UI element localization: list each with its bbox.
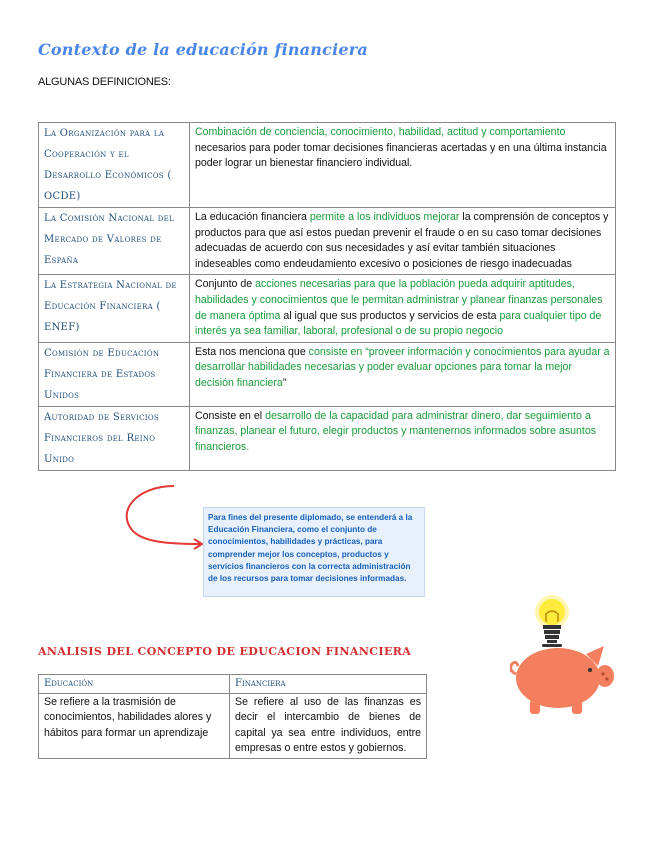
piggy-bank-lightbulb-icon [510,588,620,718]
definition-row [39,123,616,208]
header-financiera: Financiera [230,675,427,694]
plain-text: necesarios para poder tomar decisiones financieras acertadas y en una última instancia poder lograr un bienestar financiero individual. [195,141,607,170]
definition-term: La Organización para la Cooperación y el Desarrollo Económicos ( OCDE) [39,123,190,208]
definition-text [190,275,616,342]
plain-text: la comprensión de conceptos y productos para que así estos puedan prevenir el fraude o en su caso tomar decisiones adecuadas de acuerdo con sus necesidades y así evitar también situaciones indeseables como endeudamiento excesivo o posiciones de riesgo inadecuadas [195,211,609,270]
definitions-heading: ALGUNAS DEFINICIONES: [38,76,171,88]
plain-text: Conjunto de [195,278,256,291]
plain-text: al igual que sus productos y servicios de esta [280,309,500,322]
page-title: Contexto de la educación financiera [38,40,368,59]
definition-text [190,406,616,470]
plain-text: ” [282,376,287,389]
highlighted-text: permite a los individuos mejorar [309,211,460,223]
definition-term: La Comisión Nacional del Mercado de Valores de España [39,208,190,275]
plain-text: Esta nos menciona que [195,345,309,358]
cell-financiera: Se refiere al uso de las finanzas es decir el intercambio de bienes de capital ya sea entre individuos, entre empresas o entre estos y gobiernos. [230,693,427,758]
highlighted-text: para cualquier tipo de interés ya sea familiar, laboral, profesional o de su propio negocio [195,309,602,338]
definition-callout: Para fines del presente diplomado, se entenderá a la Educación Financiera, como el conjunto de conocimientos, habilidades y prácticas, para comprender mejor los conceptos, productos y servicios financieros con la correcta administración de los recursos para tomar decisiones informadas. [203,507,425,597]
definition-text [190,342,616,406]
concept-row [39,693,427,758]
highlighted-text: acciones necesarias para que la población pueda adquirir aptitudes, habilidades y conocimientos que le permitan administrar y planear finanzas personales de manera óptima [195,278,603,322]
definition-text [190,123,616,208]
definition-row [39,208,616,275]
definition-text [190,208,616,275]
plain-text: Consiste en el [195,409,266,422]
highlighted-text: consiste en “proveer información y conocimientos para ayudar a desarrollar habilidades necesarias y poder evaluar opciones para tomar la mejor decisión financiera [195,345,610,389]
definition-term: La Estrategia Nacional de Educación Financiera ( ENEF) [39,275,190,342]
concept-table [38,674,427,759]
definition-row [39,342,616,406]
concept-header-row [39,675,427,694]
definition-row [39,406,616,470]
definition-row [39,275,616,342]
curved-arrow-icon [118,480,208,550]
definitions-table [38,122,616,471]
cell-educacion: Se refiere a la trasmisión de conocimientos, habilidades alores y hábitos para formar un aprendizaje [39,693,230,758]
definition-term: Autoridad de Servicios Financieros del Reino Unido [39,406,190,470]
header-educacion: Educación [39,675,230,694]
section-title: ANALISIS DEL CONCEPTO DE EDUCACION FINANCIERA [38,645,412,658]
highlighted-text: desarrollo de la capacidad para administrar dinero, dar seguimiento a finanzas, planear el futuro, elegir productos y mantenernos informados sobre asuntos financieros. [195,409,597,453]
definition-term: Comisión de Educación Financiera de Estados Unidos [39,342,190,406]
plain-text: La educación financiera [195,211,310,223]
highlighted-text: Combinación de conciencia, conocimiento, habilidad, actitud y comportamiento [195,126,566,138]
